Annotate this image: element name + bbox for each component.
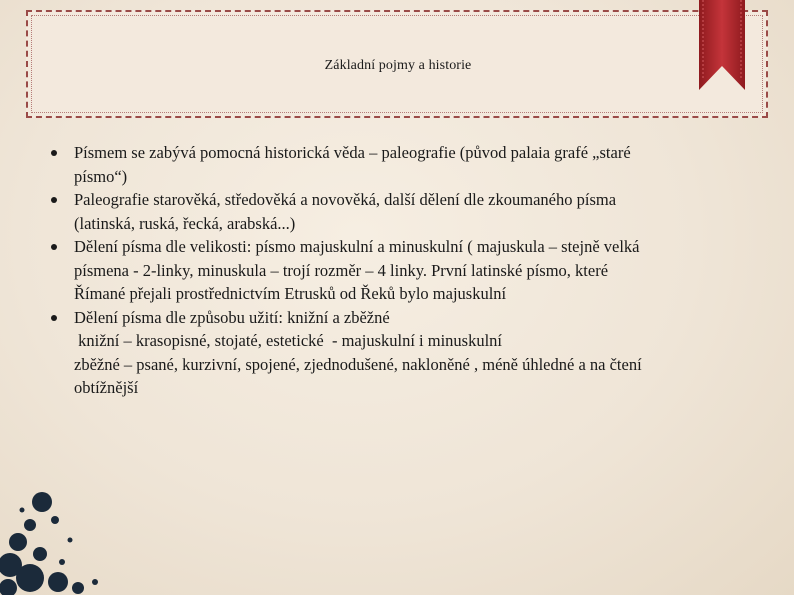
list-item [48, 306, 768, 400]
list-item-text: písmo“) [74, 166, 128, 186]
ink-splatter-decoration [0, 470, 140, 595]
bullet-list [48, 141, 768, 400]
bullet-icon [51, 315, 57, 321]
slide-title: Základní pojmy a historie [324, 58, 472, 73]
list-item-text: písmena - 2-linky, minuskula – trojí rozměr – 4 linky. První latinské písmo, které [74, 260, 609, 280]
list-item [48, 235, 768, 306]
list-item-text: Paleografie starověká, středověká a novověká, další dělení dle zkoumaného písma [74, 190, 617, 209]
list-item-text: obtížnější [74, 378, 139, 397]
list-item-text: zběžné – psané, kurzivní, spojené, zjednodušené, nakloněné , méně úhledné a na čtení [74, 354, 642, 374]
list-item-text: Písmem se zabývá pomocná historická věda – paleografie (původ palaia grafé „staré [74, 143, 631, 162]
list-item-text: knižní – krasopisné, stojaté, estetické - majuskulní i minuskulní [74, 331, 503, 350]
bookmark-ribbon-icon [697, 0, 747, 92]
list-item [48, 141, 768, 188]
list-item-text: Dělení písma dle způsobu užití: knižní a zběžné [74, 307, 390, 327]
list-item-text: (latinská, ruská, řecká, arabská...) [74, 213, 296, 233]
bullet-icon [51, 197, 57, 203]
list-item [48, 188, 768, 235]
list-item-text: Dělení písma dle velikosti: písmo majuskulní a minuskulní ( majuskula – stejně velká [74, 237, 640, 256]
title-frame [26, 10, 768, 118]
bullet-icon [51, 244, 57, 250]
bullet-icon [51, 150, 57, 156]
list-item-text: Římané přejali prostřednictvím Etrusků od Řeků bylo majuskulní [74, 284, 507, 303]
